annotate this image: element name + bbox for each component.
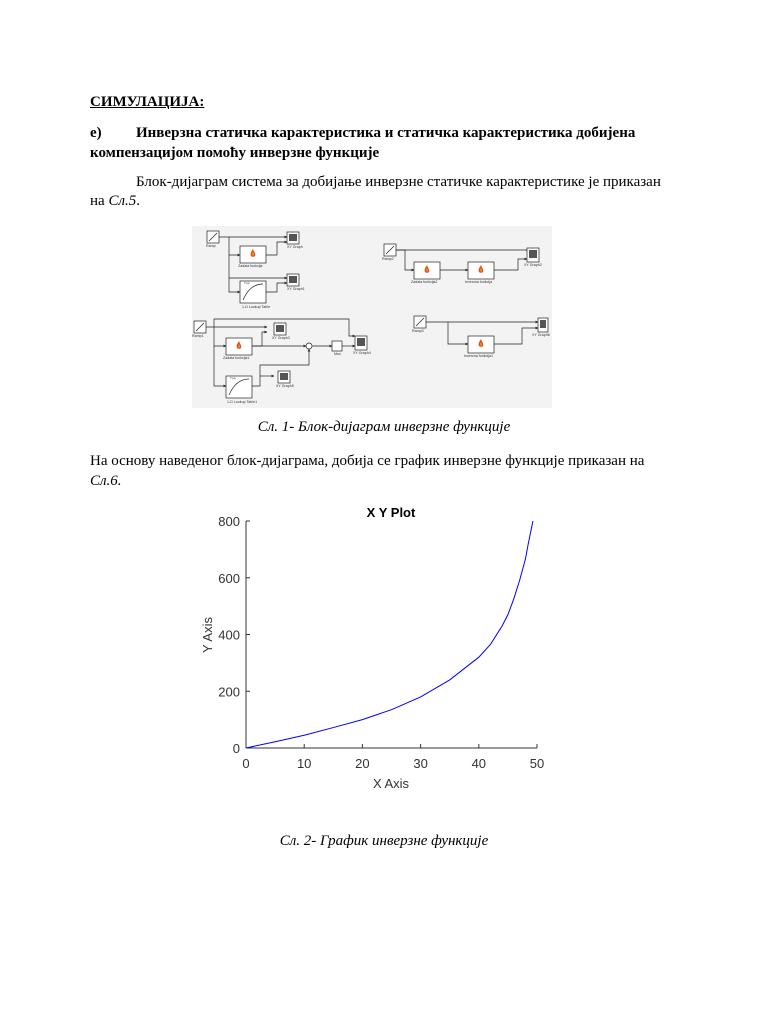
label-inverzna1: Inverzna funkcija1	[464, 354, 493, 358]
label-ramp1: Ramp1	[192, 334, 204, 338]
x-tick-label: 20	[355, 756, 370, 771]
label-xy6: XY Graph6	[532, 333, 550, 337]
label-xy5: XY Graph5	[276, 384, 294, 388]
label-zadata1: Zadata funkcija1	[223, 356, 250, 360]
section-label: е)	[90, 125, 102, 141]
y-tick-label: 200	[218, 684, 240, 700]
paragraph1-prefix: на	[90, 193, 109, 209]
label-lookup1: 1-D Lookup Table1	[227, 400, 258, 404]
paragraph2-line2: Сл.6.	[90, 473, 122, 489]
x-tick-label: 50	[529, 756, 545, 771]
label-ramp3: Ramp3	[412, 329, 424, 333]
label-zadata2: Zadata funkcija2	[411, 280, 438, 284]
figure-reference: Сл.5	[108, 193, 137, 209]
x-axis-label: X Axis	[372, 776, 410, 791]
section-title-line1: Инверзна статичка карактеристика и статичка карактеристика добијена	[136, 125, 636, 141]
label-mux: Mux	[334, 352, 341, 356]
label-zadata: Zadata funkcija	[238, 264, 263, 268]
paragraph2-line1: На основу наведеног блок-дијаграма, добија се график инверзне функције приказан на	[90, 453, 645, 469]
y-axis-label: Y Axis	[200, 617, 215, 653]
label-xy3: XY Graph3	[272, 336, 290, 340]
sum-block	[306, 343, 312, 349]
product-block	[332, 341, 342, 351]
paragraph1-suffix: .	[136, 193, 140, 209]
x-tick-label: 30	[413, 756, 428, 771]
y-tick-label: 600	[218, 570, 240, 586]
label-ttu: T(u)	[244, 281, 250, 285]
label-inverzna: Inverzna funkcija	[465, 280, 492, 284]
label-ramp: Ramp	[206, 244, 216, 248]
x-tick-label: 0	[242, 756, 250, 771]
label-xy: XY Graph	[287, 245, 303, 249]
y-tick-label: 0	[232, 741, 240, 756]
label-xy4: XY Graph4	[353, 351, 371, 355]
block-diagram-figure	[192, 226, 552, 408]
label-xy2: XY Graph2	[524, 263, 542, 267]
section-title-line2: компензацијом помоћу инверзне функције	[90, 145, 380, 161]
figure2-caption: Сл. 2- График инверзне функције	[279, 833, 489, 849]
xy-plot-chart	[195, 500, 555, 805]
y-tick-label: 400	[218, 627, 240, 643]
x-tick-label: 10	[296, 756, 312, 771]
y-tick-label: 800	[218, 514, 240, 529]
series-line-0	[246, 521, 533, 748]
figure1-caption: Сл. 1- Блок-дијаграм инверзне функције	[257, 419, 511, 435]
chart-title: X Y Plot	[366, 505, 416, 520]
section-heading: СИМУЛАЦИЈА:	[90, 94, 205, 110]
paragraph1-line1: Блок-дијаграм система за добијање инверзне статичке карактеристике је приказан	[136, 174, 661, 190]
label-ttu-2: T(u)	[230, 376, 236, 380]
paragraph1-line2	[90, 191, 140, 211]
label-ramp2: Ramp2	[382, 257, 394, 261]
label-lookup: 1-D Lookup Table	[242, 305, 271, 309]
x-tick-label: 40	[471, 756, 487, 771]
label-xy1: XY Graph1	[287, 287, 305, 291]
